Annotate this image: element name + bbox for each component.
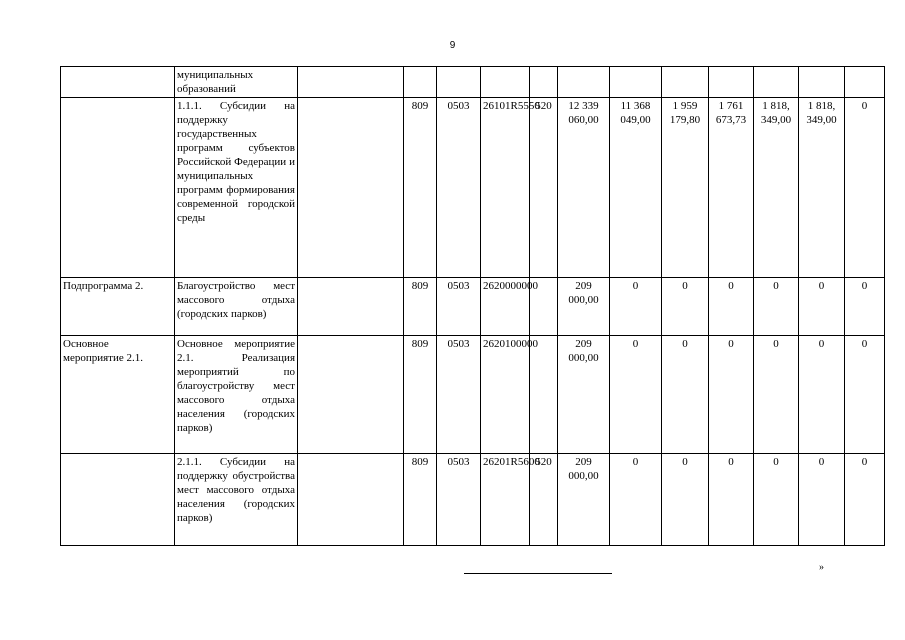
value-cell xyxy=(610,67,662,98)
expense-type-cell xyxy=(530,67,558,98)
executor-cell xyxy=(298,98,404,278)
name-cell: 1.1.1. Субсидии на поддержку государственных программ субъектов Российской Федерации и муниципальных программ формирования современной городской среды xyxy=(175,98,298,278)
expense-type-cell: 520 xyxy=(530,454,558,546)
table-row xyxy=(61,67,885,98)
page-number: 9 xyxy=(449,40,456,51)
value-cell: 0 xyxy=(709,336,754,454)
target-code-cell xyxy=(481,67,530,98)
grbs-code-cell: 809 xyxy=(404,98,437,278)
section-code-cell: 0503 xyxy=(437,336,481,454)
footer-signature-line xyxy=(464,573,612,574)
value-cell: 0 xyxy=(610,454,662,546)
expense-type-cell xyxy=(530,336,558,454)
table-row xyxy=(61,454,885,546)
value-cell: 0 xyxy=(799,336,845,454)
section-code-cell: 0503 xyxy=(437,98,481,278)
executor-cell xyxy=(298,336,404,454)
value-cell: 0 xyxy=(610,278,662,336)
value-cell: 0 xyxy=(709,454,754,546)
value-cell: 0 xyxy=(845,454,885,546)
section-code-cell: 0503 xyxy=(437,278,481,336)
table-row xyxy=(61,278,885,336)
grbs-code-cell: 809 xyxy=(404,278,437,336)
name-cell: 2.1.1. Субсидии на поддержку обустройства мест массового отдыха населения (городских парков) xyxy=(175,454,298,546)
executor-cell xyxy=(298,67,404,98)
target-code-cell: 2620000000 xyxy=(481,278,530,336)
status-cell: Основное мероприятие 2.1. xyxy=(61,336,175,454)
executor-cell xyxy=(298,454,404,546)
table-row xyxy=(61,336,885,454)
value-cell xyxy=(799,67,845,98)
value-cell: 1 761 673,73 xyxy=(709,98,754,278)
grbs-code-cell: 809 xyxy=(404,336,437,454)
name-cell: муниципальных образований xyxy=(175,67,298,98)
value-cell: 11 368 049,00 xyxy=(610,98,662,278)
budget-table xyxy=(60,66,885,546)
name-cell: Основное мероприятие 2.1. Реализация мероприятий по благоустройству мест массового отдыха населения (городских парков) xyxy=(175,336,298,454)
value-cell: 0 xyxy=(754,336,799,454)
value-cell: 0 xyxy=(662,454,709,546)
value-cell xyxy=(558,67,610,98)
value-cell: 1 959 179,80 xyxy=(662,98,709,278)
value-cell: 0 xyxy=(754,278,799,336)
value-cell: 209 000,00 xyxy=(558,454,610,546)
target-code-cell: 26201R5600 xyxy=(481,454,530,546)
value-cell xyxy=(754,67,799,98)
value-cell: 1 818, 349,00 xyxy=(754,98,799,278)
grbs-code-cell xyxy=(404,67,437,98)
status-cell xyxy=(61,98,175,278)
grbs-code-cell: 809 xyxy=(404,454,437,546)
value-cell: 0 xyxy=(754,454,799,546)
value-cell xyxy=(845,67,885,98)
section-code-cell xyxy=(437,67,481,98)
target-code-cell: 26101R5550 xyxy=(481,98,530,278)
value-cell: 209 000,00 xyxy=(558,278,610,336)
status-cell xyxy=(61,67,175,98)
footer-closing-quote: » xyxy=(819,562,824,573)
value-cell xyxy=(662,67,709,98)
executor-cell xyxy=(298,278,404,336)
target-code-cell: 2620100000 xyxy=(481,336,530,454)
value-cell: 1 818, 349,00 xyxy=(799,98,845,278)
value-cell: 0 xyxy=(709,278,754,336)
value-cell: 12 339 060,00 xyxy=(558,98,610,278)
value-cell: 0 xyxy=(610,336,662,454)
value-cell: 0 xyxy=(845,278,885,336)
expense-type-cell: 520 xyxy=(530,98,558,278)
name-cell: Благоустройство мест массового отдыха (городских парков) xyxy=(175,278,298,336)
table-row xyxy=(61,98,885,278)
value-cell: 0 xyxy=(662,336,709,454)
value-cell: 209 000,00 xyxy=(558,336,610,454)
value-cell: 0 xyxy=(845,98,885,278)
status-cell xyxy=(61,454,175,546)
value-cell xyxy=(709,67,754,98)
value-cell: 0 xyxy=(799,454,845,546)
section-code-cell: 0503 xyxy=(437,454,481,546)
value-cell: 0 xyxy=(845,336,885,454)
value-cell: 0 xyxy=(662,278,709,336)
value-cell: 0 xyxy=(799,278,845,336)
status-cell: Подпрограмма 2. xyxy=(61,278,175,336)
